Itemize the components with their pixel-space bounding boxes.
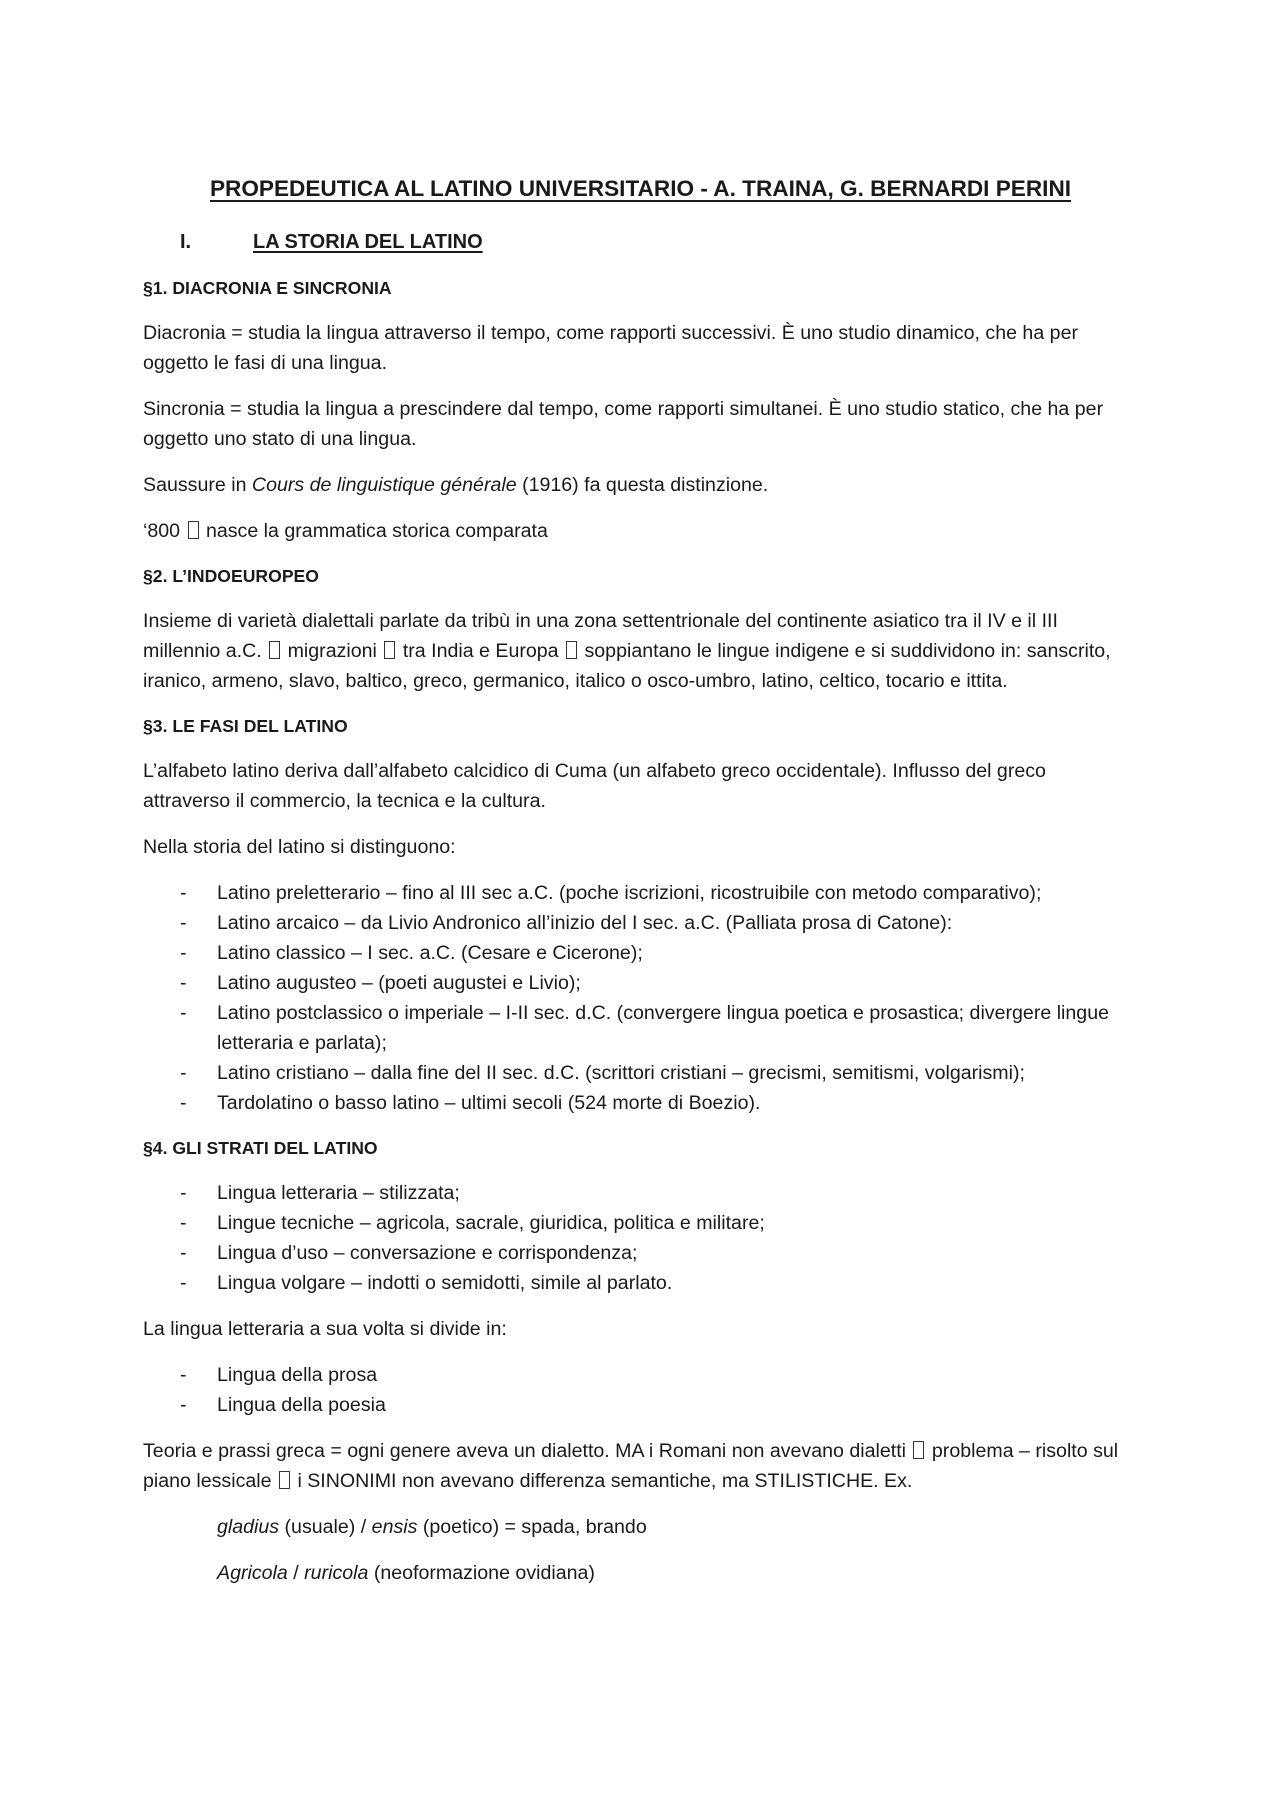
missing-glyph-arrow-icon <box>566 641 577 659</box>
text-run: i SINONIMI non avevano differenza semantiche, ma STILISTICHE. Ex. <box>297 1470 913 1492</box>
list-item: - Latino arcaico – da Livio Andronico all’inizio del I sec. a.C. (Palliata prosa di Catone): <box>143 908 1138 938</box>
list-item: - Tardolatino o basso latino – ultimi secoli (524 morte di Boezio). <box>143 1088 1138 1118</box>
list-item: - Lingua della prosa <box>143 1360 1138 1390</box>
section-3-paragraph-alfabeto: L’alfabeto latino deriva dall’alfabeto calcidico di Cuma (un alfabeto greco occidentale). Influsso del greco attraverso il commercio, la tecnica e la cultura. <box>143 760 1046 812</box>
latin-word: ruricola <box>304 1562 369 1584</box>
section-4-paragraph-teoria <box>143 1436 1138 1496</box>
list-item: - Lingue tecniche – agricola, sacrale, giuridica, politica e militare; <box>143 1208 1138 1238</box>
missing-glyph-arrow-icon <box>913 1441 924 1459</box>
section-4-paragraph-divide: La lingua letteraria a sua volta si divide in: <box>143 1318 507 1340</box>
section-1-paragraph-800 <box>143 516 1138 546</box>
text-run: Insieme di varietà dialettali parlate da tribù in una zona settentrionale del continente asiatico tra il IV e il III millennio a.C. <box>143 610 1058 662</box>
section-2-heading: §2. L’INDOEUROPEO <box>143 566 319 586</box>
text-run: problema – risolto sul piano lessicale <box>143 1440 1119 1492</box>
text-run: nasce la grammatica storica comparata <box>205 520 548 542</box>
missing-glyph-arrow-icon <box>384 641 395 659</box>
part-heading <box>180 226 1138 258</box>
missing-glyph-arrow-icon <box>188 521 199 539</box>
text-run: / <box>287 1562 305 1584</box>
missing-glyph-arrow-icon <box>269 641 280 659</box>
phases-list <box>143 878 1138 1118</box>
list-item: - Latino preletterario – fino al III sec a.C. (poche iscrizioni, ricostruibile con metodo comparativo); <box>143 878 1138 908</box>
text-run: (1916) fa questa distinzione. <box>516 474 769 496</box>
document-title: PROPEDEUTICA AL LATINO UNIVERSITARIO - A. TRAINA, G. BERNARDI PERINI <box>209 176 1072 201</box>
literary-language-list <box>143 1360 1138 1420</box>
example-gladius <box>217 1512 1138 1542</box>
work-title: Cours de linguistique générale <box>251 474 517 496</box>
text-run: migrazioni <box>287 640 377 662</box>
section-1-paragraph-sincronia: Sincronia = studia la lingua a prescindere dal tempo, come rapporti simultanei. È uno studio statico, che ha per oggetto uno stato di una lingua. <box>143 398 1104 450</box>
latin-word: ensis <box>371 1516 418 1538</box>
document-body <box>143 172 1138 1604</box>
section-3-heading: §3. LE FASI DEL LATINO <box>143 716 348 736</box>
text-run: (usuale) / <box>279 1516 372 1538</box>
list-item: - Lingua letteraria – stilizzata; <box>143 1178 1138 1208</box>
text-run: (neoformazione ovidiana) <box>368 1562 595 1584</box>
missing-glyph-arrow-icon <box>279 1471 290 1489</box>
section-1-paragraph-saussure <box>143 470 1138 500</box>
list-item: - Latino postclassico o imperiale – I-II sec. d.C. (convergere lingua poetica e prosastica; divergere lingue letteraria e parlata); <box>143 998 1138 1058</box>
list-item: - Latino classico – I sec. a.C. (Cesare e Cicerone); <box>143 938 1138 968</box>
section-1-heading: §1. DIACRONIA E SINCRONIA <box>143 278 392 298</box>
section-2-paragraph <box>143 606 1138 696</box>
text-run: (poetico) = spada, brando <box>417 1516 647 1538</box>
text-run: ‘800 <box>143 520 181 542</box>
text-run: soppiantano le lingue indigene e si suddividono in: sanscrito, iranico, armeno, slavo, baltico, greco, germanico, italico o osco-umbro, latino, celtico, tocario e ittita. <box>143 640 1111 692</box>
part-title: LA STORIA DEL LATINO <box>253 231 483 253</box>
text-run: Saussure in <box>143 474 252 496</box>
latin-word: gladius <box>217 1516 280 1538</box>
list-item: - Lingua volgare – indotti o semidotti, simile al parlato. <box>143 1268 1138 1298</box>
section-3-paragraph-intro: Nella storia del latino si distinguono: <box>143 836 456 858</box>
text-run: Teoria e prassi greca = ogni genere aveva un dialetto. MA i Romani non avevano dialetti <box>143 1440 906 1462</box>
strata-list <box>143 1178 1138 1298</box>
list-item: - Lingua della poesia <box>143 1390 1138 1420</box>
list-item: - Latino augusteo – (poeti augustei e Livio); <box>143 968 1138 998</box>
section-4-heading: §4. GLI STRATI DEL LATINO <box>143 1138 378 1158</box>
example-agricola <box>217 1558 1138 1588</box>
list-item: - Lingua d’uso – conversazione e corrispondenza; <box>143 1238 1138 1268</box>
part-number: I. <box>180 231 192 253</box>
text-run: tra India e Europa <box>402 640 559 662</box>
latin-word: Agricola <box>217 1562 288 1584</box>
section-1-paragraph-diacronia: Diacronia = studia la lingua attraverso il tempo, come rapporti successivi. È uno studio dinamico, che ha per oggetto le fasi di una lingua. <box>143 322 1078 374</box>
list-item: - Latino cristiano – dalla fine del II sec. d.C. (scrittori cristiani – grecismi, semitismi, volgarismi); <box>143 1058 1138 1088</box>
